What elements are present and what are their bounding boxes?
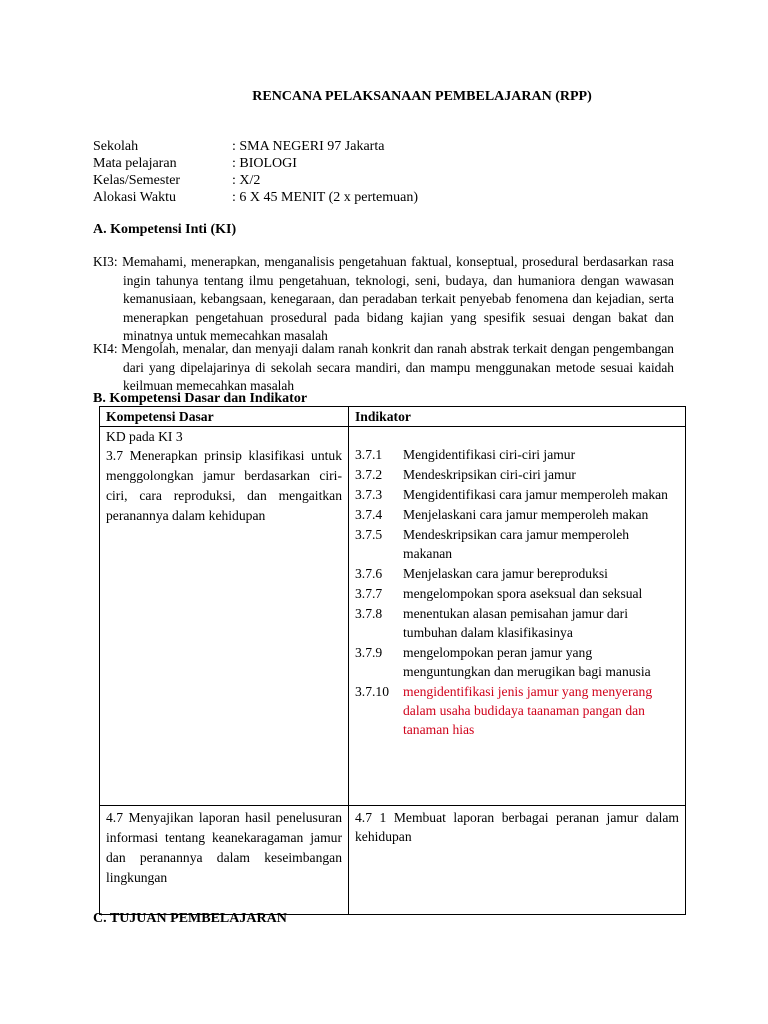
section-a-heading: A. Kompetensi Inti (KI): [93, 222, 237, 237]
ki4-text: Mengolah, menalar, dan menyaji dalam ranah konkrit dan ranah abstrak terkait dengan pengembangan dari yang dipelajarinya di sekolah secara mandiri, dan mampu menggunakan metode sesuai kaidah keilmuan memecahkan masalah: [121, 341, 674, 394]
list-item: [355, 564, 679, 583]
list-item: [355, 525, 679, 563]
section-c-heading: C. TUJUAN PEMBELAJARAN: [93, 911, 287, 926]
info-label: Mata pelajaran: [93, 156, 177, 171]
ki4-paragraph: [93, 340, 674, 396]
indicator-text: Mendeskripsikan cara jamur memperoleh makanan: [403, 527, 630, 561]
indicator-text: menentukan alasan pemisahan jamur dari tumbuhan dalam klasifikasinya: [403, 606, 628, 640]
indicator-text: Menjelaskan cara jamur bereproduksi: [403, 566, 608, 581]
indicator-number: 3.7.4: [355, 507, 383, 522]
info-label: Kelas/Semester: [93, 173, 181, 188]
indicator-number: 3.7.1: [355, 447, 383, 462]
ki4-lead: KI4:: [93, 341, 118, 356]
indicator-number: 3.7.7: [355, 586, 383, 601]
indicator-text: Mengidentifikasi cara jamur memperoleh makan: [403, 487, 668, 502]
indicator-text: mengelompokan peran jamur yang menguntungkan dan merugikan bagi manusia: [403, 645, 651, 679]
kd-indikator-table: [99, 406, 686, 915]
indicator-4-7-text: 4.7 1 Membuat laporan berbagai peranan jamur dalam kehidupan: [355, 810, 679, 844]
info-label: Sekolah: [93, 139, 139, 154]
indicator-text: Menjelaskani cara jamur memperoleh makan: [403, 507, 649, 522]
table-row: [100, 806, 686, 915]
info-label: Alokasi Waktu: [93, 190, 176, 205]
kd-cell-3-7: [100, 427, 349, 806]
list-item: [355, 584, 679, 603]
indicator-cell-3-7: [349, 427, 686, 806]
ki3-lead: KI3:: [93, 254, 118, 269]
list-item: [355, 505, 679, 524]
indicator-text: mengelompokan spora aseksual dan seksual: [403, 586, 643, 601]
list-item-highlighted: [355, 682, 679, 739]
kd-4-7-text: 4.7 Menyajikan laporan hasil penelusuran informasi tentang keanekaragaman jamur dan peranannya dalam keseimbangan lingkungan: [106, 810, 342, 885]
table-header-row: [100, 407, 686, 427]
ki3-text: Memahami, menerapkan, menganalisis pengetahuan faktual, konseptual, prosedural berdasarkan rasa ingin tahunya tentang ilmu pengetahuan, teknologi, seni, budaya, dan humaniora dengan wawasan kemanusiaan, kebangsaan, kenegaraan, dan peradaban terkait penyebab fenomena dan kejadian, serta menerapkan pengetahuan prosedural pada bidang kajian yang spesifik sesuai dengan bakat dan minatnya untuk memecahkan masalah: [122, 254, 674, 344]
list-item: [355, 643, 679, 681]
list-item: [355, 485, 679, 504]
ki3-paragraph: [93, 253, 674, 346]
info-value: : BIOLOGI: [232, 156, 297, 171]
info-value: : SMA NEGERI 97 Jakarta: [232, 139, 385, 154]
indicator-text: Mengidentifikasi ciri-ciri jamur: [403, 447, 576, 462]
indicator-number: 3.7.6: [355, 566, 383, 581]
indicator-number: 3.7.9: [355, 645, 383, 660]
kd-group-label: KD pada KI 3: [106, 429, 183, 444]
info-value: : 6 X 45 MENIT (2 x pertemuan): [232, 190, 418, 205]
indicator-number: 3.7.2: [355, 467, 383, 482]
document-title: RENCANA PELAKSANAAN PEMBELAJARAN (RPP): [252, 89, 592, 104]
info-value: : X/2: [232, 173, 261, 188]
list-item: [355, 604, 679, 642]
indicator-cell-4-7: [349, 806, 686, 915]
indicator-number: 3.7.8: [355, 606, 383, 621]
kd-cell-4-7: [100, 806, 349, 915]
indicator-number: 3.7.10: [355, 684, 389, 699]
indicator-number: 3.7.3: [355, 487, 383, 502]
indicator-number: 3.7.5: [355, 527, 383, 542]
list-item: [355, 445, 679, 464]
kd-3-7-text: 3.7 Menerapkan prinsip klasifikasi untuk menggolongkan jamur berdasarkan ciri-ciri, cara reproduksi, dan mengaitkan peranannya dalam kehidupan: [106, 448, 342, 523]
table-row: [100, 427, 686, 806]
indicator-text: Mendeskripsikan ciri-ciri jamur: [403, 467, 576, 482]
section-b-heading: B. Kompetensi Dasar dan Indikator: [93, 391, 308, 406]
col-header-indikator: Indikator: [349, 407, 686, 427]
indicator-text: mengidentifikasi jenis jamur yang menyerang dalam usaha budidaya taanaman pangan dan tanaman hias: [403, 684, 653, 737]
col-header-kd: Kompetensi Dasar: [100, 407, 349, 427]
list-item: [355, 465, 679, 484]
